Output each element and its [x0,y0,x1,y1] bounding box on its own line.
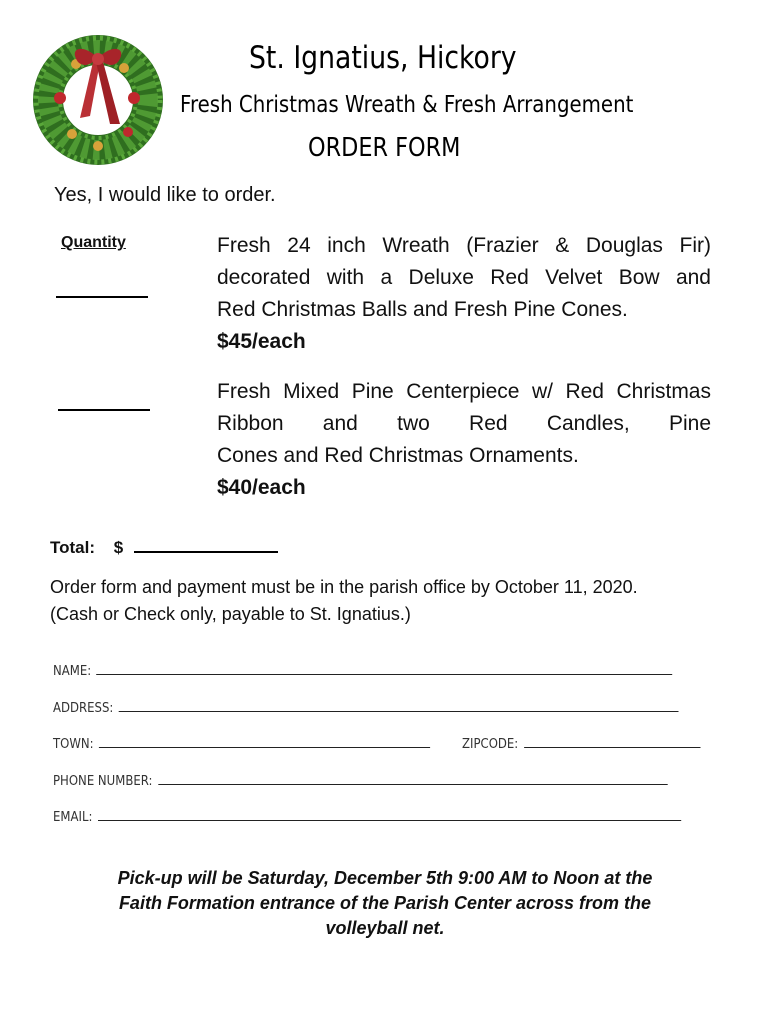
wreath-quantity-field[interactable] [56,296,148,298]
deadline-notice [50,574,638,628]
total-amount-field[interactable] [134,551,278,553]
name-label: NAME: [53,664,92,679]
zipcode-row [462,737,700,752]
centerpiece-item-description [217,376,711,504]
address-field[interactable] [119,710,679,712]
town-row [53,737,430,752]
pickup-line: Pick-up will be Saturday, December 5th 9:00 AM to Noon at the [117,868,653,888]
wreath-illustration [28,28,168,168]
item-text-last-line: Cones and Red Christmas Ornaments. [217,444,579,467]
address-label: ADDRESS: [53,701,114,716]
item-price: $45/each [217,330,306,353]
name-row [53,664,673,679]
item-price: $40/each [217,476,306,499]
phone-label: PHONE NUMBER: [53,774,153,789]
page-title: St. Ignatius, Hickory [249,40,517,76]
item-text: Fresh Mixed Pine Centerpiece w/ Red Christmas Ribbon and two Red Candles, Pine [217,380,711,435]
intro-text: Yes, I would like to order. [54,184,276,206]
phone-field[interactable] [158,783,667,785]
pickup-line: volleyball net. [325,918,445,938]
town-field[interactable] [99,746,430,748]
address-row [53,701,679,716]
wreath-item-description [217,230,711,358]
zipcode-field[interactable] [524,746,700,748]
currency-symbol: $ [113,538,124,557]
page-subtitle: Fresh Christmas Wreath & Fresh Arrangement [180,92,634,118]
deadline-line: Order form and payment must be in the parish office by October 11, 2020. [50,577,638,597]
email-field[interactable] [98,819,681,821]
email-row [53,810,681,825]
phone-row [53,774,667,789]
email-label: EMAIL: [53,810,93,825]
pickup-line: Faith Formation entrance of the Parish Center across from the [118,893,652,913]
total-row [50,538,278,558]
item-text-last-line: Red Christmas Balls and Fresh Pine Cones. [217,298,628,321]
name-field[interactable] [97,673,673,675]
form-title: ORDER FORM [308,133,461,163]
quantity-label: Quantity [61,234,126,251]
payment-note: (Cash or Check only, payable to St. Ignatius.) [50,604,411,624]
town-label: TOWN: [53,737,94,752]
item-text: Fresh 24 inch Wreath (Frazier & Douglas Fir) decorated with a Deluxe Red Velvet Bow and [217,234,711,289]
total-label: Total: [50,538,96,557]
centerpiece-quantity-field[interactable] [58,409,150,411]
zipcode-label: ZIPCODE: [462,737,519,752]
pickup-notice [60,866,710,941]
